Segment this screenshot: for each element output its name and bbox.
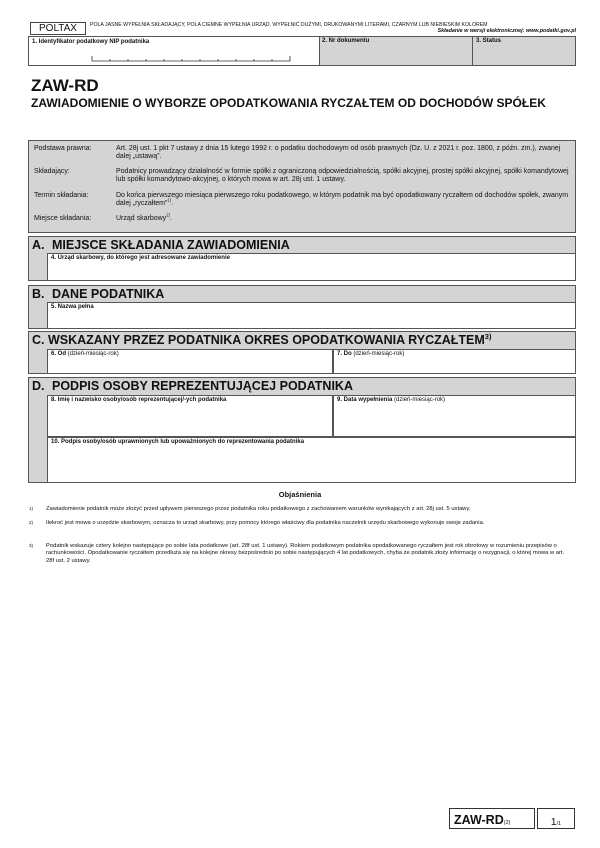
fill-date-label: 9. Data wypełnienia (dzień-miesiąc-rok) — [337, 397, 446, 403]
note-3-number: 3) — [29, 543, 34, 548]
submitter-text: Podatnicy prowadzący działalność w formie spółki z ograniczoną odpowiedzialnością, spółki akcyjnej, prostej spółki akcyjnej, spółki komandytowej lub spółki komandytowo-akcyjnej, o których mowa w art. 28j ust. 1 ustawy. — [116, 168, 569, 184]
note-3-text: Podatnik wskazuje cztery kolejno następujące po sobie lata podatkowe (art. 28f ust. 1 ustawy). Rokiem podatkowym podatnika opodatkowanego ryczałtem jest rok obrotowy w rozumieniu przepisów o rachunkowości. Opodatkowanie ryczałtem przedłuża się na kolejne okresy bezpośrednio po sobie następujących 4 lat podatkowych, chyba że podatnik złoży informację o rezygnacji, o której mowa w art. 28f ust. 2 ustawy. — [46, 543, 565, 564]
footer-version: (2) — [503, 820, 511, 826]
note-1-number: 1) — [29, 506, 34, 511]
form-code: ZAW-RD — [31, 76, 99, 95]
deadline-label: Termin składania: — [34, 192, 89, 199]
nip-field-label: 1. Identyfikator podatkowy NIP podatnika — [32, 39, 150, 45]
footer-page-number: 1 — [550, 817, 557, 828]
legal-basis-text: Art. 28j ust. 1 pkt 7 ustawy z dnia 15 lutego 1992 r. o podatku dochodowym od osób prawnych (Dz. U. z 2021 r. poz. 1800, z późn. zm.), zwanej dalej „ustawą”. — [116, 145, 561, 161]
fill-instructions: POLA JASNE WYPEŁNIA SKŁADAJĄCY, POLA CIEMNE WYPEŁNIA URZĄD. WYPEŁNIĆ DUŻYMI, DRUKOWANYMI LITERAMI, CZARNYM LUB NIEBIESKIM KOLOREM — [90, 22, 488, 28]
signature-field[interactable] — [47, 437, 576, 483]
place-text: Urząd skarbowy$^{2)}$. — [116, 212, 172, 222]
nip-digit-ticks — [91, 55, 291, 63]
representative-name-field[interactable] — [47, 395, 333, 437]
period-from-field[interactable] — [47, 349, 333, 374]
poltax-label: POLTAX — [30, 22, 86, 35]
period-from-label: 6. Od (dzień-miesiąc-rok) — [51, 351, 119, 357]
note-1-text: Zawiadomienie podatnik może złożyć przed upływem pierwszego przez podatnika roku podatkowego z zachowaniem warunków wynikających z art. 28j ust. 5 ustawy. — [46, 506, 471, 512]
footer-code-box — [449, 808, 535, 829]
note-2-number: 2) — [29, 520, 34, 525]
signature-label: 10. Podpis osoby/osób uprawnionych lub upoważnionych do reprezentowania podatnika — [51, 439, 305, 445]
status-field: 3. Status — [472, 36, 576, 66]
submitter-label: Składający: — [34, 168, 70, 175]
footer-page-box — [537, 808, 575, 829]
deadline-text: Do końca pierwszego miesiąca pierwszego roku podatkowego, w którym podatnik ma być opodatkowany ryczałtem od dochodów spółek, zwanym dalej „ryczałtem”$^{1)}$. — [116, 192, 569, 208]
document-number-field: 2. Nr dokumentu — [322, 38, 370, 44]
section-c-title: C. WSKAZANY PRZEZ PODATNIKA OKRES OPODATKOWANIA RYCZAŁTEM$^{3)}$ — [32, 331, 492, 347]
period-to-field[interactable] — [333, 349, 576, 374]
electronic-note: Składanie w wersji elektronicznej: www.podatki.gov.pl — [437, 28, 576, 34]
notes-heading: Objaśnienia — [278, 490, 322, 499]
place-label: Miejsce składania: — [34, 215, 92, 222]
full-name-field[interactable] — [47, 302, 576, 329]
note-2-text: Ilekroć jest mowa o urzędzie skarbowym, oznacza to urząd skarbowy, przy pomocy którego właściwy dla podatnika naczelnik urzędu skarbowego wykonuje swoje zadania. — [46, 520, 485, 526]
full-name-label: 5. Nazwa pełna — [51, 304, 94, 310]
section-d-title: D. PODPIS OSOBY REPREZENTUJĄCEJ PODATNIKA — [32, 379, 353, 393]
period-to-label: 7. Do (dzień-miesiąc-rok) — [337, 351, 405, 357]
section-b-title: B. DANE PODATNIKA — [32, 287, 165, 301]
fill-date-field[interactable] — [333, 395, 576, 437]
footer-page-total: /1 — [556, 821, 562, 827]
legal-basis-label: Podstawa prawna: — [34, 145, 92, 152]
nip-field[interactable] — [28, 36, 320, 66]
tax-office-field[interactable] — [47, 253, 576, 281]
tax-office-label: 4. Urząd skarbowy, do którego jest adresowane zawiadomienie — [51, 255, 230, 261]
representative-name-label: 8. Imię i nazwisko osoby/osób reprezentującej/-ych podatnika — [51, 397, 227, 403]
form-title: ZAWIADOMIENIE O WYBORZE OPODATKOWANIA RYCZAŁTEM OD DOCHODÓW SPÓŁEK — [31, 96, 546, 110]
section-a-title: A. MIEJSCE SKŁADANIA ZAWIADOMIENIA — [32, 238, 290, 252]
footer-code: ZAW-RD — [454, 813, 504, 827]
